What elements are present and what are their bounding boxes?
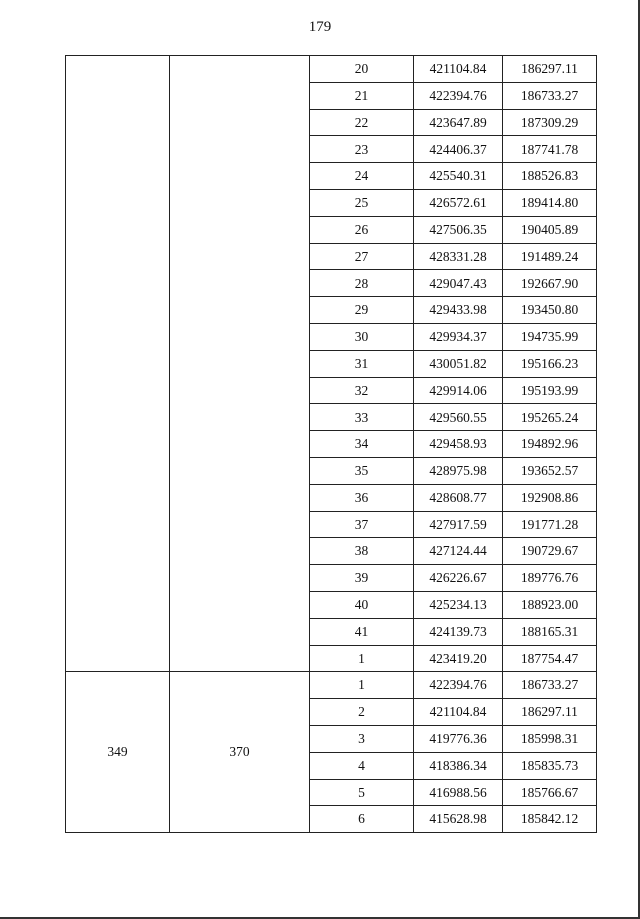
x-coordinate-cell: 415628.98 (414, 806, 503, 833)
x-coordinate-cell: 430051.82 (414, 350, 503, 377)
x-coordinate-cell: 423647.89 (414, 109, 503, 136)
point-number-cell: 40 (310, 591, 414, 618)
point-number-cell: 3 (310, 725, 414, 752)
point-number-cell: 1 (310, 645, 414, 672)
point-number-cell: 21 (310, 82, 414, 109)
group-number-cell: 349 (66, 672, 170, 833)
x-coordinate-cell: 427506.35 (414, 216, 503, 243)
point-number-cell: 5 (310, 779, 414, 806)
y-coordinate-cell: 185835.73 (503, 752, 597, 779)
y-coordinate-cell: 188923.00 (503, 591, 597, 618)
y-coordinate-cell: 190729.67 (503, 538, 597, 565)
point-number-cell: 26 (310, 216, 414, 243)
y-coordinate-cell: 192667.90 (503, 270, 597, 297)
y-coordinate-cell: 188165.31 (503, 618, 597, 645)
x-coordinate-cell: 428331.28 (414, 243, 503, 270)
x-coordinate-cell: 422394.76 (414, 672, 503, 699)
point-number-cell: 33 (310, 404, 414, 431)
y-coordinate-cell: 185842.12 (503, 806, 597, 833)
x-coordinate-cell: 428608.77 (414, 484, 503, 511)
x-coordinate-cell: 428975.98 (414, 457, 503, 484)
y-coordinate-cell: 193652.57 (503, 457, 597, 484)
group-code-cell (170, 56, 310, 672)
y-coordinate-cell: 189776.76 (503, 565, 597, 592)
x-coordinate-cell: 422394.76 (414, 82, 503, 109)
point-number-cell: 37 (310, 511, 414, 538)
point-number-cell: 41 (310, 618, 414, 645)
y-coordinate-cell: 187741.78 (503, 136, 597, 163)
y-coordinate-cell: 195166.23 (503, 350, 597, 377)
point-number-cell: 38 (310, 538, 414, 565)
y-coordinate-cell: 185998.31 (503, 725, 597, 752)
y-coordinate-cell: 186733.27 (503, 82, 597, 109)
point-number-cell: 6 (310, 806, 414, 833)
y-coordinate-cell: 192908.86 (503, 484, 597, 511)
x-coordinate-cell: 426572.61 (414, 189, 503, 216)
point-number-cell: 22 (310, 109, 414, 136)
point-number-cell: 1 (310, 672, 414, 699)
x-coordinate-cell: 421104.84 (414, 56, 503, 83)
x-coordinate-cell: 429458.93 (414, 431, 503, 458)
point-number-cell: 24 (310, 163, 414, 190)
x-coordinate-cell: 419776.36 (414, 725, 503, 752)
y-coordinate-cell: 190405.89 (503, 216, 597, 243)
x-coordinate-cell: 426226.67 (414, 565, 503, 592)
y-coordinate-cell: 194735.99 (503, 323, 597, 350)
point-number-cell: 35 (310, 457, 414, 484)
point-number-cell: 25 (310, 189, 414, 216)
x-coordinate-cell: 418386.34 (414, 752, 503, 779)
group-number-cell (66, 56, 170, 672)
y-coordinate-cell: 188526.83 (503, 163, 597, 190)
y-coordinate-cell: 186733.27 (503, 672, 597, 699)
y-coordinate-cell: 187754.47 (503, 645, 597, 672)
table-row (66, 56, 597, 83)
x-coordinate-cell: 424139.73 (414, 618, 503, 645)
x-coordinate-cell: 429914.06 (414, 377, 503, 404)
group-code-cell: 370 (170, 672, 310, 833)
x-coordinate-cell: 429047.43 (414, 270, 503, 297)
point-number-cell: 2 (310, 699, 414, 726)
point-number-cell: 29 (310, 297, 414, 324)
page-number: 179 (308, 19, 332, 35)
y-coordinate-cell: 185766.67 (503, 779, 597, 806)
x-coordinate-cell: 427124.44 (414, 538, 503, 565)
point-number-cell: 20 (310, 56, 414, 83)
table-row (66, 672, 597, 699)
point-number-cell: 36 (310, 484, 414, 511)
y-coordinate-cell: 193450.80 (503, 297, 597, 324)
y-coordinate-cell: 189414.80 (503, 189, 597, 216)
x-coordinate-cell: 416988.56 (414, 779, 503, 806)
point-number-cell: 30 (310, 323, 414, 350)
point-number-cell: 23 (310, 136, 414, 163)
x-coordinate-cell: 424406.37 (414, 136, 503, 163)
point-number-cell: 4 (310, 752, 414, 779)
point-number-cell: 28 (310, 270, 414, 297)
point-number-cell: 32 (310, 377, 414, 404)
point-number-cell: 39 (310, 565, 414, 592)
point-number-cell: 31 (310, 350, 414, 377)
x-coordinate-cell: 425234.13 (414, 591, 503, 618)
y-coordinate-cell: 194892.96 (503, 431, 597, 458)
point-number-cell: 27 (310, 243, 414, 270)
y-coordinate-cell: 186297.11 (503, 699, 597, 726)
x-coordinate-cell: 429934.37 (414, 323, 503, 350)
x-coordinate-cell: 421104.84 (414, 699, 503, 726)
y-coordinate-cell: 195193.99 (503, 377, 597, 404)
x-coordinate-cell: 427917.59 (414, 511, 503, 538)
y-coordinate-cell: 187309.29 (503, 109, 597, 136)
x-coordinate-cell: 423419.20 (414, 645, 503, 672)
x-coordinate-cell: 425540.31 (414, 163, 503, 190)
y-coordinate-cell: 195265.24 (503, 404, 597, 431)
y-coordinate-cell: 191489.24 (503, 243, 597, 270)
x-coordinate-cell: 429560.55 (414, 404, 503, 431)
y-coordinate-cell: 186297.11 (503, 56, 597, 83)
point-number-cell: 34 (310, 431, 414, 458)
coordinates-table (65, 55, 597, 833)
y-coordinate-cell: 191771.28 (503, 511, 597, 538)
x-coordinate-cell: 429433.98 (414, 297, 503, 324)
